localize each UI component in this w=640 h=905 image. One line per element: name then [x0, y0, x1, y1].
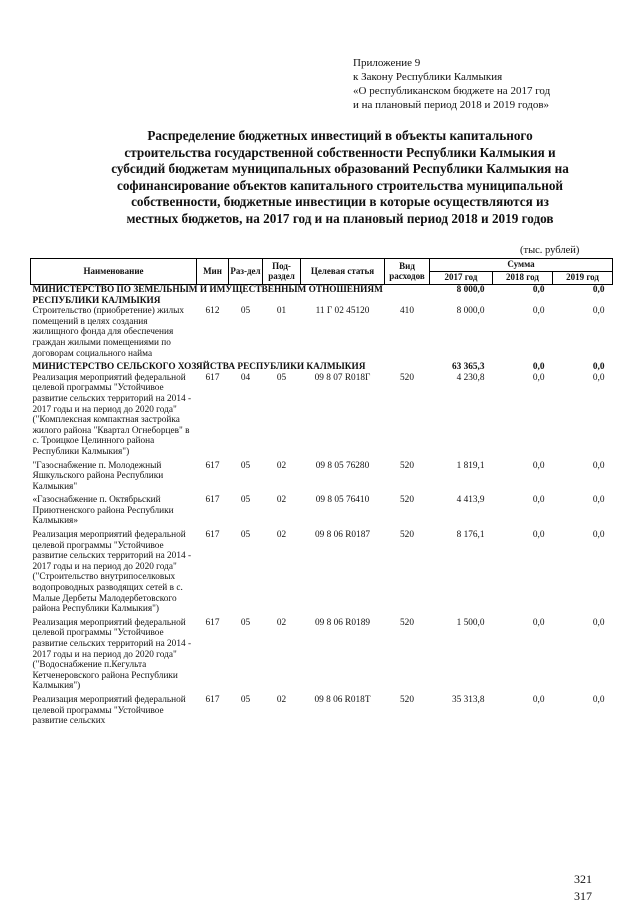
cell-min: 617 [205, 372, 220, 383]
cell-2018: 0,0 [532, 617, 545, 628]
table-row [31, 373, 613, 461]
appendix-line: и на плановый период 2018 и 2019 годов» [353, 99, 550, 111]
title-line: софинансирование объектов капитального строительства муниципальной [116, 177, 564, 193]
cell-name: Строительство (приобретение) жилых помещений в целях создания жилищного фонда для обеспечения граждан жилыми помещениями по договорам социального найма [32, 306, 185, 359]
cell-2019: 0,0 [592, 372, 605, 383]
table-row [31, 306, 613, 362]
units-label: (тыс. рублей) [520, 245, 580, 256]
header-vid: Вид расходов [385, 259, 430, 285]
cell-2019: 0,0 [592, 530, 605, 541]
cell-podrazdel: 02 [276, 694, 287, 705]
header-2017: 2017 год [430, 272, 493, 285]
cell-min: 617 [205, 495, 220, 506]
header-2019: 2019 год [553, 272, 613, 285]
cell-2018: 0,0 [532, 362, 545, 373]
cell-podrazdel: 02 [276, 617, 287, 628]
appendix-line: Приложение 9 [353, 57, 421, 69]
cell-target: 09 8 07 R018Г [314, 372, 371, 383]
investment-table [30, 258, 613, 730]
cell-podrazdel: 01 [276, 306, 287, 317]
cell-vid: 520 [400, 530, 414, 541]
cell-name: Реализация мероприятий федеральной целевой программы "Устойчивое развитие сельских территорий на 2014 - 2017 годы и на период до 2020 года" ("Водоснабжение п.Кегульта Кетченеровского района Республики Калмыкия") [32, 617, 192, 692]
cell-2019: 0,0 [592, 495, 605, 506]
cell-target: 09 8 05 76280 [315, 460, 370, 471]
cell-vid: 520 [400, 617, 414, 628]
cell-2018: 0,0 [532, 530, 545, 541]
cell-2017: 63 365,3 [451, 362, 485, 373]
cell-2018: 0,0 [532, 495, 545, 506]
table-body [31, 285, 613, 730]
cell-2017: 8 000,0 [456, 306, 485, 317]
header-podrazdel: Под-раздел [263, 259, 301, 285]
cell-razdel: 05 [240, 617, 251, 628]
cell-min: 617 [205, 694, 220, 705]
cell-2019: 0,0 [592, 617, 605, 628]
cell-name: Реализация мероприятий федеральной целевой программы "Устойчивое развитие сельских территорий на 2014 - 2017 годы и на период до 2020 года" ("Строительство внутрипоселковых водопроводных разводящих сетей в с. Малые Дербеты Малодербетовского района Республики Калмыкия") [32, 530, 192, 615]
cell-2017: 35 313,8 [451, 694, 485, 705]
page-number: 321 [574, 872, 592, 886]
cell-2019: 0,0 [592, 460, 605, 471]
cell-razdel: 05 [240, 694, 251, 705]
title-line: местных бюджетов, на 2017 год и на плановый период 2018 и 2019 годов [126, 210, 554, 226]
table-row [31, 530, 613, 618]
page-number-secondary: 317 [574, 889, 592, 903]
cell-target: 09 8 05 76410 [315, 495, 370, 506]
cell-min: 617 [205, 460, 220, 471]
cell-2018: 0,0 [532, 460, 545, 471]
cell-min: 617 [205, 530, 220, 541]
cell-name: Реализация мероприятий федеральной целевой программы "Устойчивое развитие сельских территорий на 2014 - 2017 годы и на период до 2020 года" ("Комплексная компактная застройка жилого района "Квартал Огнеборцев" в с. Троицкое Целинного района Республики Калмыкия") [32, 372, 192, 457]
cell-target: 09 8 06 R0187 [314, 530, 370, 541]
table-row [31, 695, 613, 730]
ministry-row [31, 362, 613, 373]
cell-2018: 0,0 [532, 285, 545, 295]
cell-min: 617 [205, 617, 220, 628]
cell-2019: 0,0 [592, 694, 605, 705]
cell-2019: 0,0 [592, 362, 605, 373]
document-title [60, 128, 620, 227]
cell-name: "Газоснабжение п. Молодежный Яшкульского района Республики Калмыкия" [32, 460, 164, 492]
title-line: собственности, бюджетные инвестиции в которые осуществляются из [131, 194, 549, 209]
cell-2018: 0,0 [532, 306, 545, 317]
cell-razdel: 05 [240, 460, 251, 471]
cell-vid: 520 [400, 694, 414, 705]
cell-2018: 0,0 [532, 372, 545, 383]
header-sum: Сумма [430, 259, 613, 272]
appendix-line: к Закону Республики Калмыкия [353, 71, 503, 83]
cell-target: 11 Г 02 45120 [315, 306, 370, 317]
cell-razdel: 05 [240, 530, 251, 541]
cell-2017: 4 230,8 [456, 372, 485, 383]
appendix-line: «О республиканском бюджете на 2017 год [353, 85, 551, 97]
header-razdel: Раз-дел [229, 259, 263, 285]
table-row [31, 618, 613, 695]
cell-razdel: 05 [240, 306, 251, 317]
cell-2017: 4 413,9 [456, 495, 485, 506]
title-line: субсидий бюджетам муниципальных образований Республики Калмыкия на [111, 161, 569, 176]
cell-podrazdel: 05 [276, 372, 287, 383]
cell-name: «Газоснабжение п. Октябрьский Приютненского района Республики Калмыкия» [32, 495, 174, 527]
header-2018: 2018 год [493, 272, 553, 285]
cell-2017: 1 819,1 [456, 460, 485, 471]
cell-2019: 0,0 [592, 306, 605, 317]
cell-2017: 8 000,0 [456, 285, 485, 295]
cell-vid: 410 [400, 306, 414, 317]
cell-vid: 520 [400, 372, 414, 383]
ministry-name: МИНИСТЕРСТВО ПО ЗЕМЕЛЬНЫМ И ИМУЩЕСТВЕННЫМ ОТНОШЕНИЯМ РЕСПУБЛИКИ КАЛМЫКИЯ [32, 285, 383, 306]
cell-2017: 8 176,1 [456, 530, 485, 541]
cell-razdel: 05 [240, 495, 251, 506]
header-target: Целевая статья [301, 259, 385, 285]
cell-razdel: 04 [240, 372, 251, 383]
table-header [31, 259, 613, 285]
header-min: Мин [197, 259, 229, 285]
table-row [31, 461, 613, 496]
cell-vid: 520 [400, 495, 414, 506]
ministry-row [31, 285, 613, 307]
title-line: строительства государственной собственности Республики Калмыкия и [124, 144, 556, 160]
cell-target: 09 8 06 R018Т [314, 694, 371, 705]
cell-2019: 0,0 [592, 285, 605, 295]
table-row [31, 495, 613, 530]
title-line: Распределение бюджетных инвестиций в объекты капитального [147, 128, 533, 143]
cell-2018: 0,0 [532, 694, 545, 705]
cell-min: 612 [205, 306, 220, 317]
cell-target: 09 8 06 R0189 [314, 617, 370, 628]
cell-podrazdel: 02 [276, 495, 287, 506]
header-name: Наименование [31, 259, 197, 285]
cell-2017: 1 500,0 [456, 617, 485, 628]
cell-vid: 520 [400, 460, 414, 471]
cell-podrazdel: 02 [276, 530, 287, 541]
appendix-note [353, 56, 623, 112]
cell-podrazdel: 02 [276, 460, 287, 471]
cell-name: Реализация мероприятий федеральной целевой программы "Устойчивое развитие сельских [32, 694, 186, 727]
ministry-name: МИНИСТЕРСТВО СЕЛЬСКОГО ХОЗЯЙСТВА РЕСПУБЛИКИ КАЛМЫКИЯ [32, 362, 366, 373]
